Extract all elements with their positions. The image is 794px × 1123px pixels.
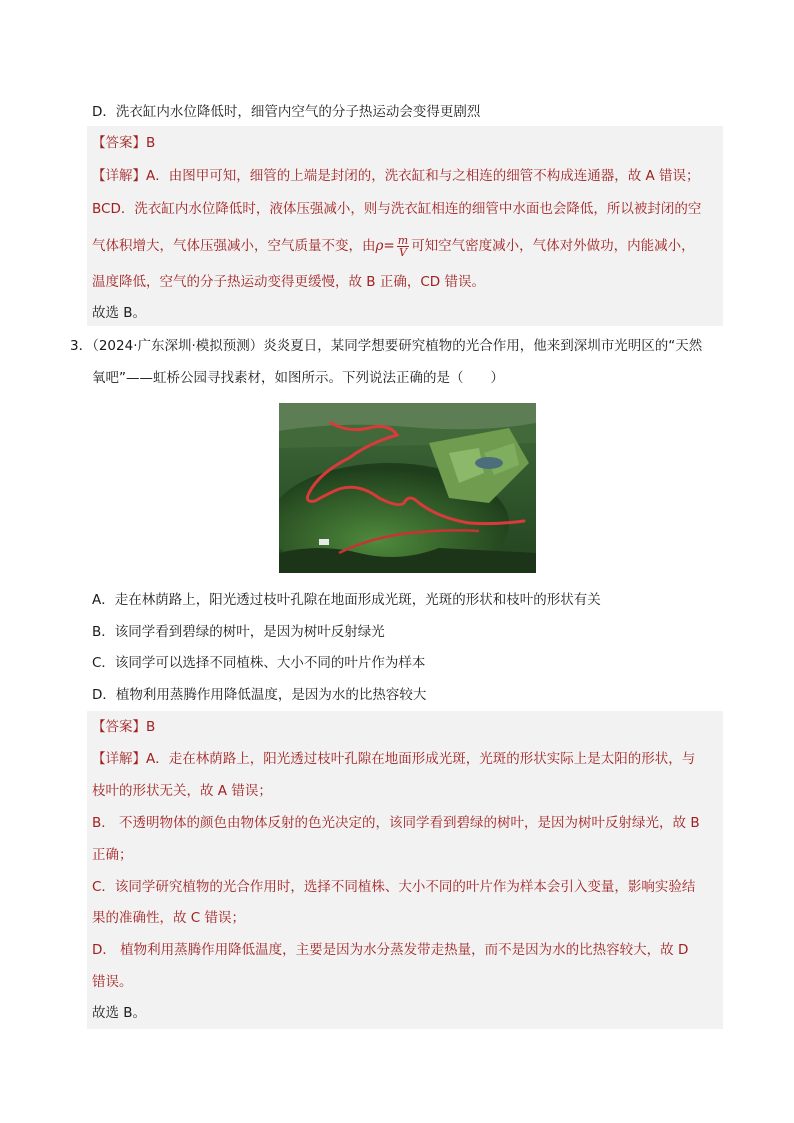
q3-option-c: C．该同学可以选择不同植株、大小不同的叶片作为样本 — [92, 655, 426, 671]
q3-detail-b1: B． 不透明物体的颜色由物体反射的色光决定的，该同学看到碧绿的树叶，是因为树叶反射绿光，故 B — [92, 815, 700, 831]
q2-detail-3 — [92, 233, 695, 259]
q2-answer-block — [87, 126, 723, 326]
q2-answer-label: 【答案】 — [92, 135, 146, 151]
q3-detail-c2: 果的准确性，故 C 错误； — [92, 910, 246, 926]
park-aerial-photo — [279, 403, 536, 573]
q3-stem-2: 氧吧”——虹桥公园寻找素材，如图所示。下列说法正确的是（ ） — [92, 370, 504, 386]
q2-detail-3b: 可知空气密度减小，气体对外做功，内能减小， — [411, 238, 695, 254]
q3-detail-d1: D． 植物利用蒸腾作用降低温度，主要是因为水分蒸发带走热量，而不是因为水的比热容较大，故 D — [92, 942, 689, 958]
q3-answer-value: B — [146, 719, 156, 735]
q3-detail-c1: C．该同学研究植物的光合作用时，选择不同植株、大小不同的叶片作为样本会引入变量，影响实验结 — [92, 879, 696, 895]
q2-answer-value: B — [146, 135, 156, 151]
q3-detail-a2: 枝叶的形状无关，故 A 错误； — [92, 783, 272, 799]
density-formula — [397, 235, 409, 258]
q2-detail-4: 温度降低，空气的分子热运动变得更缓慢，故 B 正确，CD 错误。 — [92, 274, 485, 290]
q2-option-d: D．洗衣缸内水位降低时，细管内空气的分子热运动会变得更剧烈 — [92, 104, 481, 120]
q3-option-d: D．植物利用蒸腾作用降低温度，是因为水的比热容较大 — [92, 687, 427, 703]
q3-detail-a1-text: A．走在林荫路上，阳光透过枝叶孔隙在地面形成光斑，光斑的形状实际上是太阳的形状，与 — [146, 751, 696, 767]
q2-detail-1-text: A．由图甲可知，细管的上端是封闭的，洗衣缸和与之相连的细管不构成连通器，故 A 错误； — [146, 168, 700, 184]
formula-numerator: m — [397, 233, 409, 247]
q3-option-b: B．该同学看到碧绿的树叶，是因为树叶反射绿光 — [92, 624, 385, 640]
q2-conclusion: 故选 B。 — [92, 305, 147, 321]
q2-answer — [92, 133, 155, 153]
q3-conclusion: 故选 B。 — [92, 1005, 147, 1021]
q3-option-a: A．走在林荫路上，阳光透过枝叶孔隙在地面形成光斑，光斑的形状和枝叶的形状有关 — [92, 592, 601, 608]
q3-detail-a1 — [92, 749, 695, 769]
formula-denominator: V — [398, 245, 407, 259]
q3-stem-1: 3．（2024·广东深圳·模拟预测）炎炎夏日，某同学想要研究植物的光合作用，他来到深圳市光明区的“天然 — [70, 338, 703, 354]
q3-detail-label: 【详解】 — [92, 751, 146, 767]
q3-answer-label: 【答案】 — [92, 719, 146, 735]
q2-detail-3a: 气体积增大，气体压强减小，空气质量不变，由 — [92, 238, 376, 254]
q2-detail-2: BCD．洗衣缸内水位降低时，液体压强减小，则与洗衣缸相连的细管中水面也会降低，所以被封闭的空 — [92, 201, 702, 217]
q3-answer — [92, 717, 155, 737]
q2-detail-1 — [92, 166, 700, 186]
q3-detail-d2: 错误。 — [92, 974, 133, 990]
q2-detail-label: 【详解】 — [92, 168, 146, 184]
formula-rho: ρ= — [375, 238, 395, 254]
q3-detail-b2: 正确； — [92, 847, 133, 863]
